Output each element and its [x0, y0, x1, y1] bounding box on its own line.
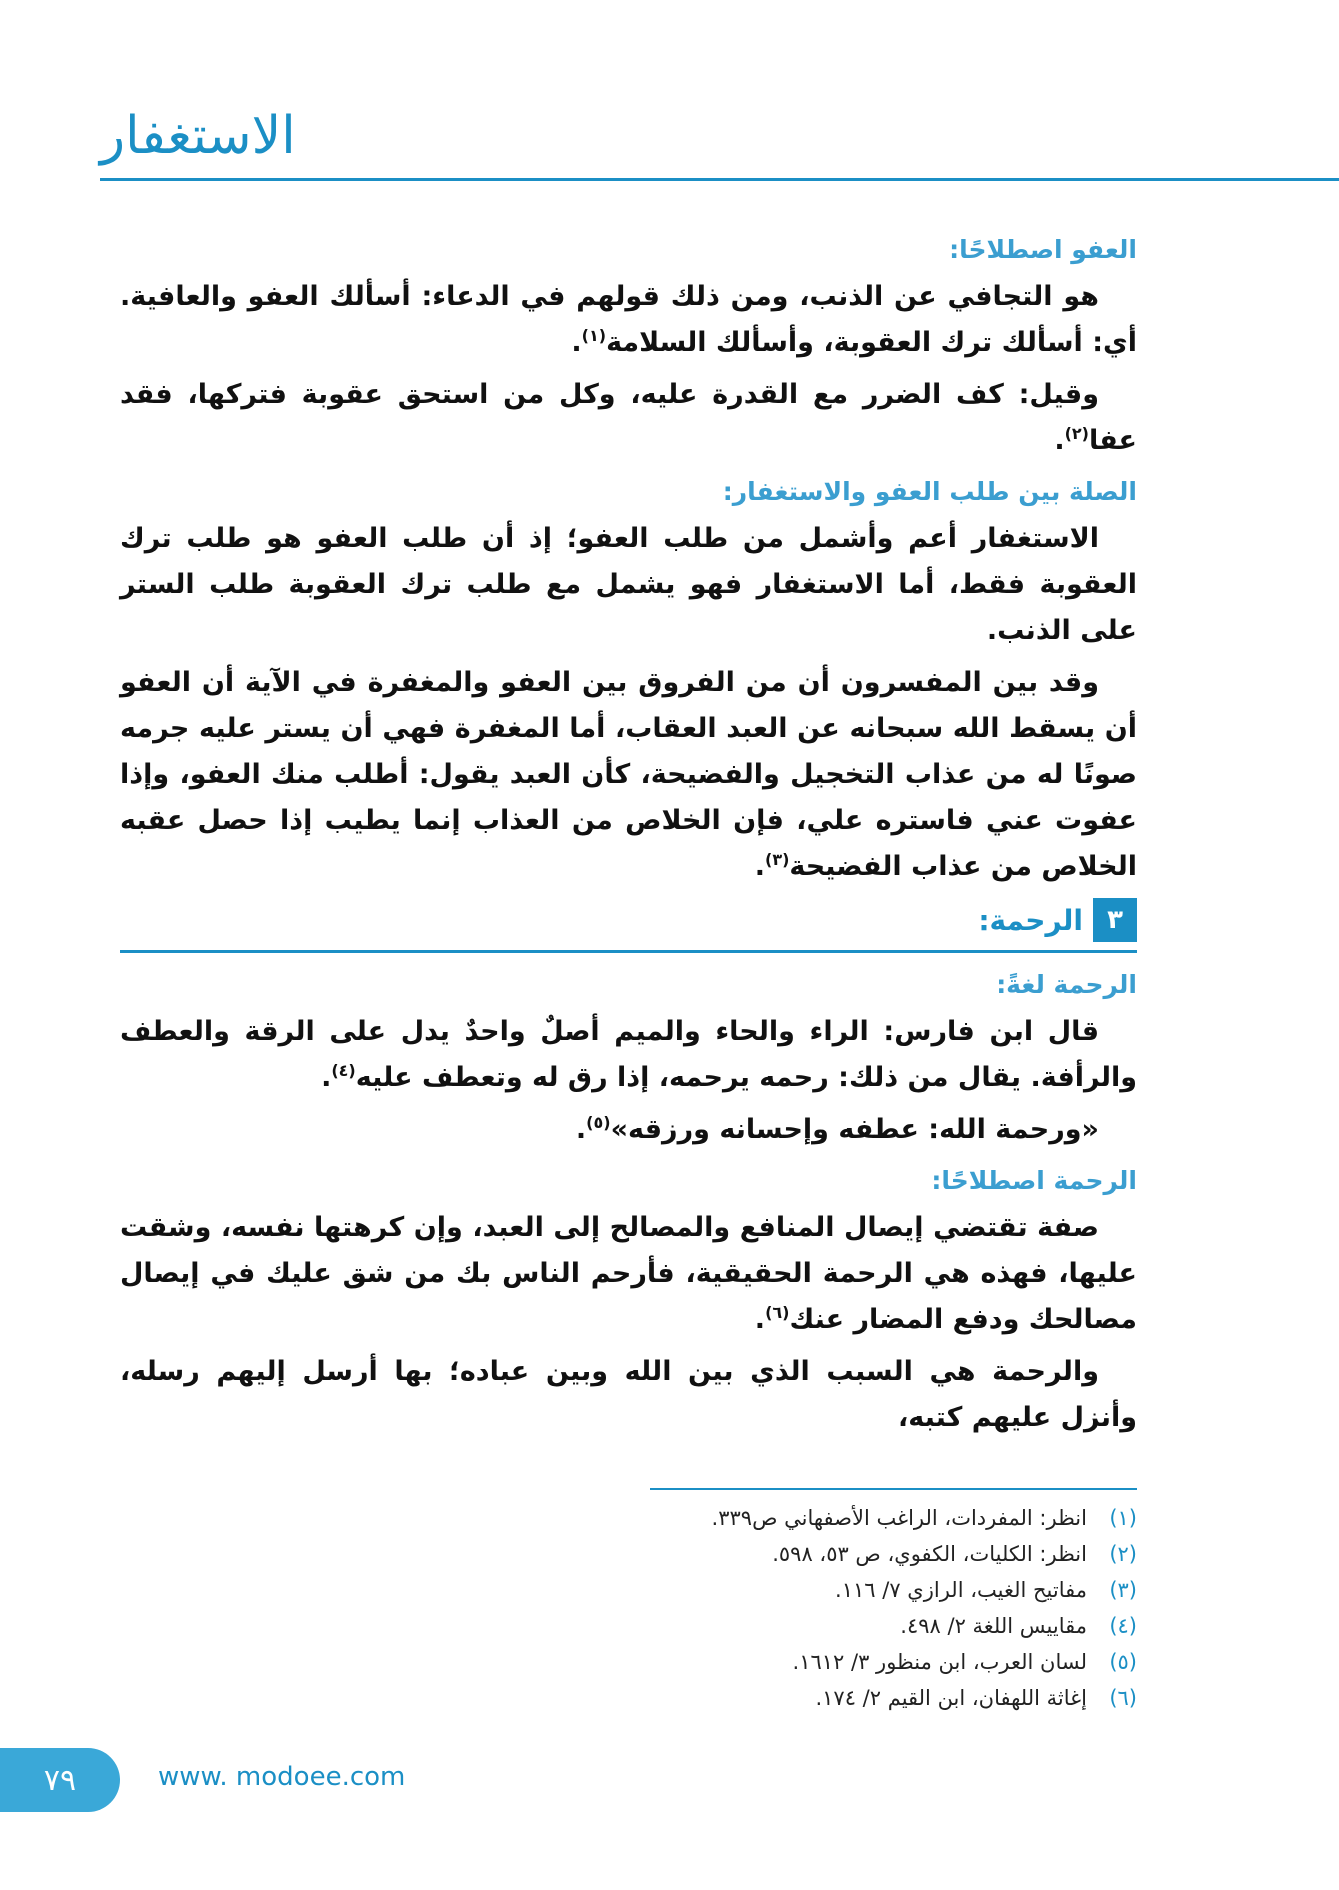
footnote-text: إغاثة اللهفان، ابن القيم ٢/ ١٧٤.: [815, 1686, 1087, 1710]
footnote-text: انظر: الكليات، الكفوي، ص ٥٣، ٥٩٨.: [772, 1542, 1087, 1566]
section-title: الرحمة:: [978, 903, 1083, 937]
paragraph: «ورحمة الله: عطفه وإحسانه ورزقه»$^{(٥)}$.: [575, 1113, 1099, 1145]
footnote-number: (٤): [1109, 1614, 1137, 1638]
footnote-number: (٢): [1109, 1542, 1137, 1566]
footnote-number: (٥): [1109, 1650, 1137, 1674]
footnote-item: [150, 1680, 1137, 1716]
section-number-badge: ٣: [1093, 898, 1137, 942]
footnote-ref[interactable]: (٤): [331, 1061, 356, 1080]
paragraph: وقد بين المفسرون أن من الفروق بين العفو والمغفرة في الآية أن العفو أن يسقط الله سبحانه عن العبد العقاب، أما المغفرة فهي أن يستر عليه جرمه صونًا له من عذاب التخجيل والفضيحة، كأن العبد يقول: أطلب منك العفو، وإذا عفوت عني فاستره علي، فإن الخلاص من العذاب إنما يطيب إذا حصل عقبه الخلاص من عذاب الفضيحة$^{(٣)}$.: [120, 667, 1137, 882]
website-link[interactable]: www. modoee.com: [158, 1762, 406, 1792]
footnote-number: (١): [1109, 1506, 1137, 1530]
afw-istilahan-heading: العفو اصطلاحًا:: [949, 235, 1137, 264]
paragraph: والرحمة هي السبب الذي بين الله وبين عباده؛ بها أرسل إليهم رسله، وأنزل عليهم كتبه،: [120, 1356, 1137, 1433]
page-number-badge: ٧٩: [0, 1748, 120, 1812]
footnote-ref[interactable]: (٢): [1064, 424, 1089, 443]
rahma-istilah-heading: الرحمة اصطلاحًا:: [931, 1166, 1137, 1195]
footnote-ref[interactable]: (١): [581, 326, 607, 345]
footnote-divider: [650, 1488, 1137, 1490]
paragraph: صفة تقتضي إيصال المنافع والمصالح إلى العبد، وإن كرهتها نفسه، وشقت عليها، فهذه هي الرحمة الحقيقية، فأرحم الناس بك من شق عليك في إيصال مصالحك ودفع المضار عنك$^{(٦)}$.: [120, 1212, 1137, 1335]
footnote-text: مقاييس اللغة ٢/ ٤٩٨.: [900, 1614, 1087, 1638]
footnote-item: [150, 1644, 1137, 1680]
footnotes-list: [150, 1500, 1137, 1716]
footnote-item: [150, 1572, 1137, 1608]
header-divider: [100, 178, 1339, 181]
paragraph: وقيل: كف الضرر مع القدرة عليه، وكل من استحق عقوبة فتركها، فقد عفا$^{(٢)}$.: [120, 379, 1137, 456]
footnote-item: [150, 1500, 1137, 1536]
footnote-ref[interactable]: (٦): [765, 1303, 790, 1322]
rahma-section-header: [120, 896, 1137, 944]
footnote-text: لسان العرب، ابن منظور ٣/ ١٦١٢.: [792, 1650, 1087, 1674]
main-content: [120, 228, 1137, 1447]
footnote-ref[interactable]: (٣): [765, 850, 790, 869]
footnote-text: انظر: المفردات، الراغب الأصفهاني ص٣٣٩.: [711, 1506, 1087, 1530]
footnote-number: (٣): [1109, 1578, 1137, 1602]
page-header-title: الاستغفار: [100, 106, 296, 166]
footnote-number: (٦): [1109, 1686, 1137, 1710]
rahma-lugha-heading: الرحمة لغةً:: [996, 970, 1137, 999]
footnote-text: مفاتيح الغيب، الرازي ٧/ ١١٦.: [835, 1578, 1087, 1602]
paragraph: قال ابن فارس: الراء والحاء والميم أصلٌ واحدٌ يدل على الرقة والعطف والرأفة. يقال من ذلك: رحمه يرحمه، إذا رق له وتعطف عليه$^{(٤)}$.: [120, 1016, 1137, 1093]
footnote-ref[interactable]: (٥): [586, 1113, 611, 1132]
section-divider: [120, 950, 1137, 953]
paragraph: هو التجافي عن الذنب، ومن ذلك قولهم في الدعاء: أسألك العفو والعافية. أي: أسألك ترك العقوبة، وأسألك السلامة$^{(١)}$.: [120, 281, 1137, 358]
footnote-item: [150, 1536, 1137, 1572]
footnote-item: [150, 1608, 1137, 1644]
sila-heading: الصلة بين طلب العفو والاستغفار:: [722, 477, 1137, 506]
paragraph: الاستغفار أعم وأشمل من طلب العفو؛ إذ أن طلب العفو هو طلب ترك العقوبة فقط، أما الاستغفار فهو يشمل مع طلب ترك العقوبة طلب الستر على الذنب.: [120, 523, 1137, 646]
